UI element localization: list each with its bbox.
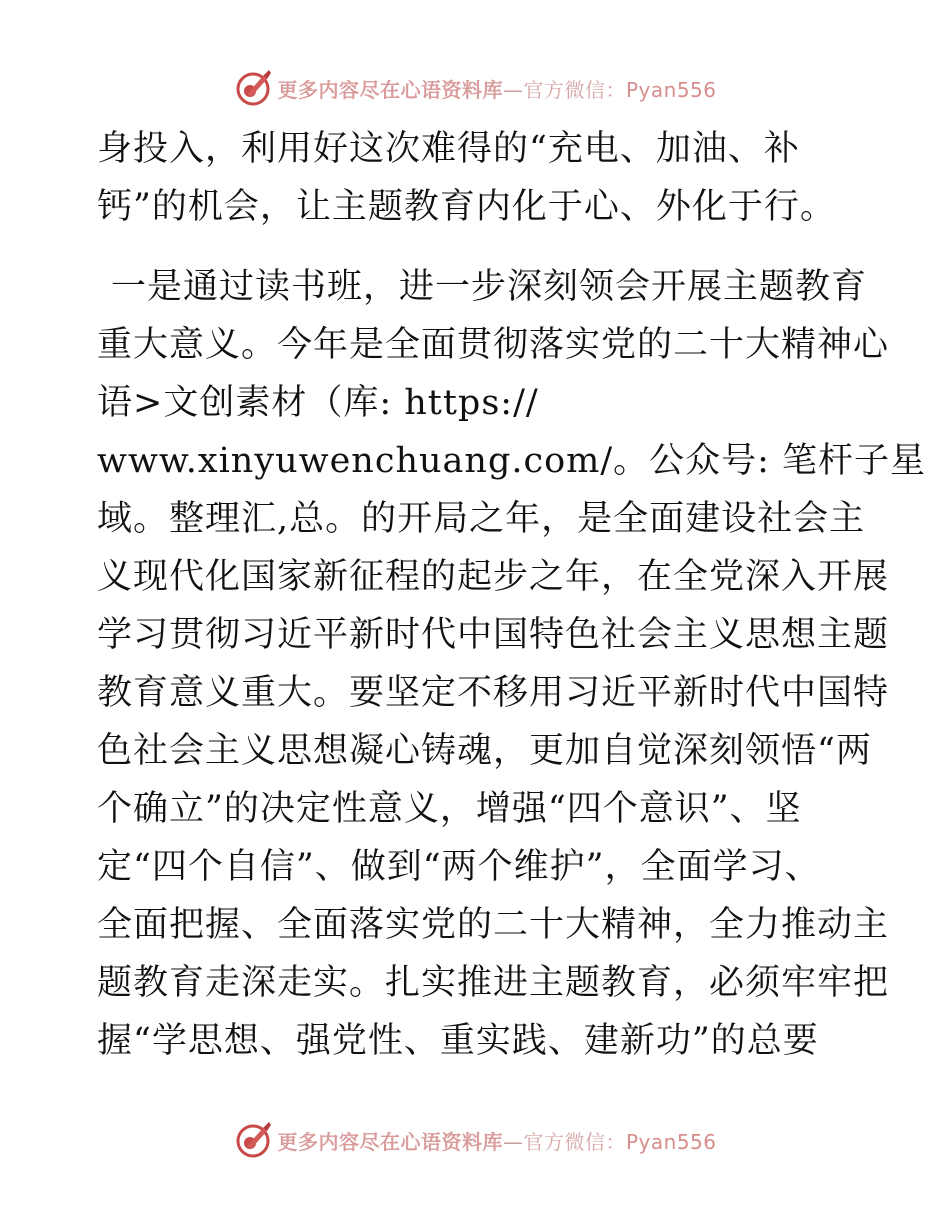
pen-logo-icon bbox=[233, 1120, 273, 1160]
banner-slogan: 更多内容尽在心语资料库 bbox=[277, 1129, 503, 1154]
text-line: 学习贯彻习近平新时代中国特色社会主义思想主题 bbox=[97, 615, 890, 655]
wechat-label: 官方微信： bbox=[523, 1129, 626, 1154]
banner-separator: — bbox=[502, 77, 524, 102]
banner-slogan: 更多内容尽在心语资料库 bbox=[277, 77, 503, 102]
text-line: www.xinyuwenchuang.com/。公众号: 笔杆子星 bbox=[97, 441, 927, 481]
text-line: 身投入，利用好这次难得的“充电、加油、补 bbox=[97, 129, 800, 169]
wechat-id: Pyan556 bbox=[625, 1129, 717, 1154]
text-line: 重大意义。今年是全面贯彻落实党的二十大精神心 bbox=[97, 325, 890, 365]
text-line: 题教育走深走实。扎实推进主题教育，必须牢牢把 bbox=[97, 963, 890, 1003]
paragraph-1 bbox=[97, 120, 857, 236]
banner-text bbox=[277, 1126, 716, 1155]
pen-logo-icon bbox=[233, 68, 273, 108]
wechat-label: 官方微信： bbox=[523, 77, 626, 102]
banner-text bbox=[277, 74, 716, 103]
banner-separator: — bbox=[502, 1129, 524, 1154]
text-line: 个确立”的决定性意义，增强“四个意识”、坚 bbox=[97, 789, 802, 829]
text-line: 教育意义重大。要坚定不移用习近平新时代中国特 bbox=[97, 673, 890, 713]
footer-banner bbox=[0, 1118, 950, 1162]
text-line: 一是通过读书班，进一步深刻领会开展主题教育 bbox=[111, 267, 868, 307]
wechat-id: Pyan556 bbox=[625, 77, 717, 102]
header-banner bbox=[0, 66, 950, 110]
text-line: 域。整理汇,总。的开局之年，是全面建设社会主 bbox=[97, 499, 866, 539]
text-line: 钙”的机会，让主题教育内化于心、外化于行。 bbox=[97, 187, 836, 227]
text-line: 握“学思想、强党性、重实践、建新功”的总要 bbox=[97, 1021, 819, 1061]
text-line: 义现代化国家新征程的起步之年，在全党深入开展 bbox=[97, 557, 890, 597]
text-line: 语>文创素材（库: https:// bbox=[97, 383, 539, 423]
text-line: 定“四个自信”、做到“两个维护”，全面学习、 bbox=[97, 847, 821, 887]
text-line: 色社会主义思想凝心铸魂，更加自觉深刻领悟“两 bbox=[97, 731, 872, 771]
text-line: 全面把握、全面落实党的二十大精神，全力推动主 bbox=[97, 905, 890, 945]
document-body bbox=[97, 120, 927, 1070]
paragraph-2 bbox=[97, 258, 927, 1070]
